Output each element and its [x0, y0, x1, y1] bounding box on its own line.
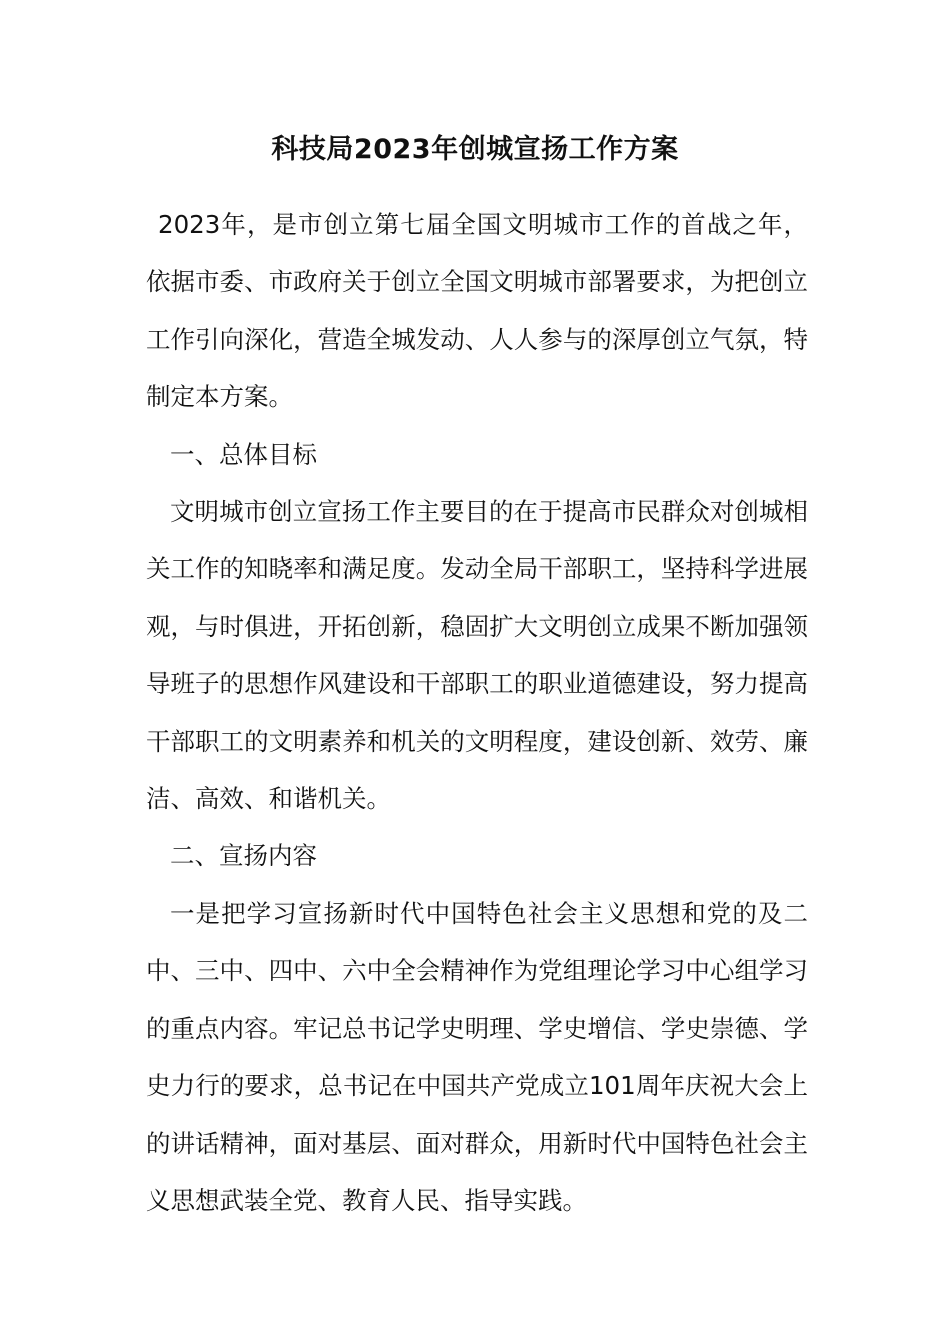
document-body — [146, 196, 808, 1229]
paragraph-overall-goal: 文明城市创立宣扬工作主要目的在于提高市民群众对创城相关工作的知晓率和满足度。发动全局干部职工，坚持科学进展观，与时俱进，开拓创新，稳固扩大文明创立成果不断加强领导班子的思想作风建设和干部职工的职业道德建设，努力提高干部职工的文明素养和机关的文明程度，建设创新、效劳、廉洁、高效、和谐机关。 — [146, 497, 808, 814]
paragraph-publicity-content: 一是把学习宣扬新时代中国特色社会主义思想和党的及二中、三中、四中、六中全会精神作为党组理论学习中心组学习的重点内容。牢记总书记学史明理、学史增信、学史崇德、学史力行的要求，总书记在中国共产党成立101周年庆祝大会上的讲话精神，面对基层、面对群众，用新时代中国特色社会主义思想武装全党、教育人民、指导实践。 — [146, 898, 808, 1215]
section-heading-publicity-content: 二、宣扬内容 — [170, 841, 317, 871]
paragraph-intro: 2023年，是市创立第七届全国文明城市工作的首战之年，依据市委、市政府关于创立全国文明城市部署要求，为把创立工作引向深化，营造全城发动、人人参与的深厚创立气氛，特制定本方案。 — [146, 210, 808, 412]
document-title: 科技局2023年创城宣扬工作方案 — [271, 134, 679, 165]
section-heading-overall-goal: 一、总体目标 — [170, 439, 317, 469]
